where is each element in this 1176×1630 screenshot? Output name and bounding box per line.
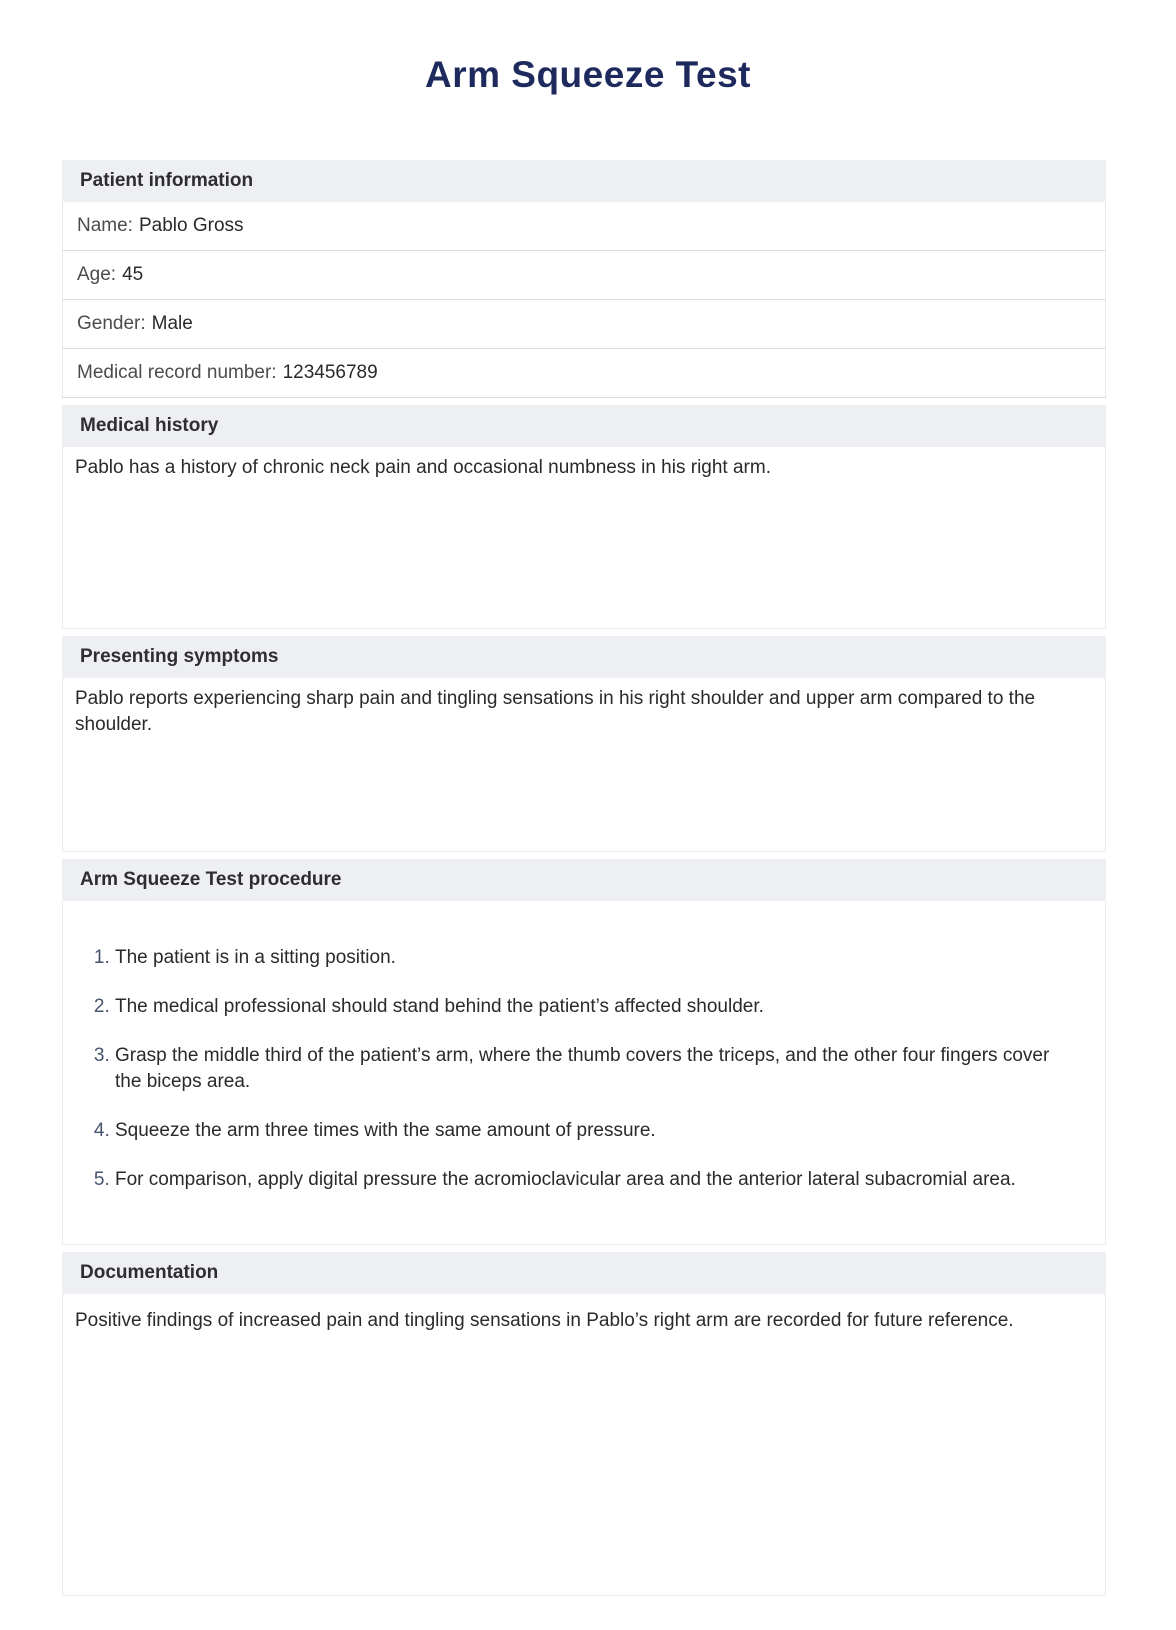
section-patient-information xyxy=(62,160,1106,398)
presenting-symptoms-text: Pablo reports experiencing sharp pain and tingling sensations in his right shoulder and upper arm compared to the shoulder. xyxy=(62,678,1106,852)
gender-label: Gender: xyxy=(77,313,146,334)
procedure-body xyxy=(62,901,1106,1245)
form-document xyxy=(62,160,1106,1603)
procedure-step: 1. The patient is in a sitting position. xyxy=(115,945,1075,971)
patient-row-gender xyxy=(62,300,1106,349)
section-header-label: Presenting symptoms xyxy=(80,646,279,667)
section-header-medical-history xyxy=(62,405,1106,447)
section-procedure xyxy=(62,859,1106,1245)
section-presenting-symptoms xyxy=(62,636,1106,852)
procedure-step: 3. Grasp the middle third of the patient’s arm, where the thumb covers the triceps, and the other four fingers cover the biceps area. xyxy=(115,1043,1075,1095)
patient-row-age xyxy=(62,251,1106,300)
procedure-step: 4. Squeeze the arm three times with the same amount of pressure. xyxy=(115,1118,1075,1144)
section-medical-history xyxy=(62,405,1106,629)
medical-record-number-value: 123456789 xyxy=(282,362,378,383)
medical-history-text: Pablo has a history of chronic neck pain and occasional numbness in his right arm. xyxy=(62,447,1106,629)
name-label: Name: xyxy=(77,215,133,236)
documentation-text: Positive findings of increased pain and tingling sensations in Pablo’s right arm are recorded for future reference. xyxy=(62,1294,1106,1596)
section-header-documentation xyxy=(62,1252,1106,1294)
section-header-label: Arm Squeeze Test procedure xyxy=(80,869,342,890)
section-header-patient-information xyxy=(62,160,1106,202)
medical-record-number-label: Medical record number: xyxy=(77,362,277,383)
section-header-procedure xyxy=(62,859,1106,901)
section-header-label: Documentation xyxy=(80,1262,219,1283)
section-documentation xyxy=(62,1252,1106,1596)
patient-row-medical-record-number xyxy=(62,349,1106,398)
section-header-label: Medical history xyxy=(80,415,219,436)
age-label: Age: xyxy=(77,264,117,285)
procedure-step: 5. For comparison, apply digital pressure the acromioclavicular area and the anterior lateral subacromial area. xyxy=(115,1167,1075,1193)
patient-row-name xyxy=(62,202,1106,251)
name-value: Pablo Gross xyxy=(138,215,244,236)
age-value: 45 xyxy=(122,264,144,285)
procedure-step-list xyxy=(63,901,1105,1193)
section-header-presenting-symptoms xyxy=(62,636,1106,678)
section-header-label: Patient information xyxy=(80,170,254,191)
procedure-step: 2. The medical professional should stand behind the patient’s affected shoulder. xyxy=(115,994,1075,1020)
page-title: Arm Squeeze Test xyxy=(424,54,752,95)
gender-value: Male xyxy=(151,313,193,334)
